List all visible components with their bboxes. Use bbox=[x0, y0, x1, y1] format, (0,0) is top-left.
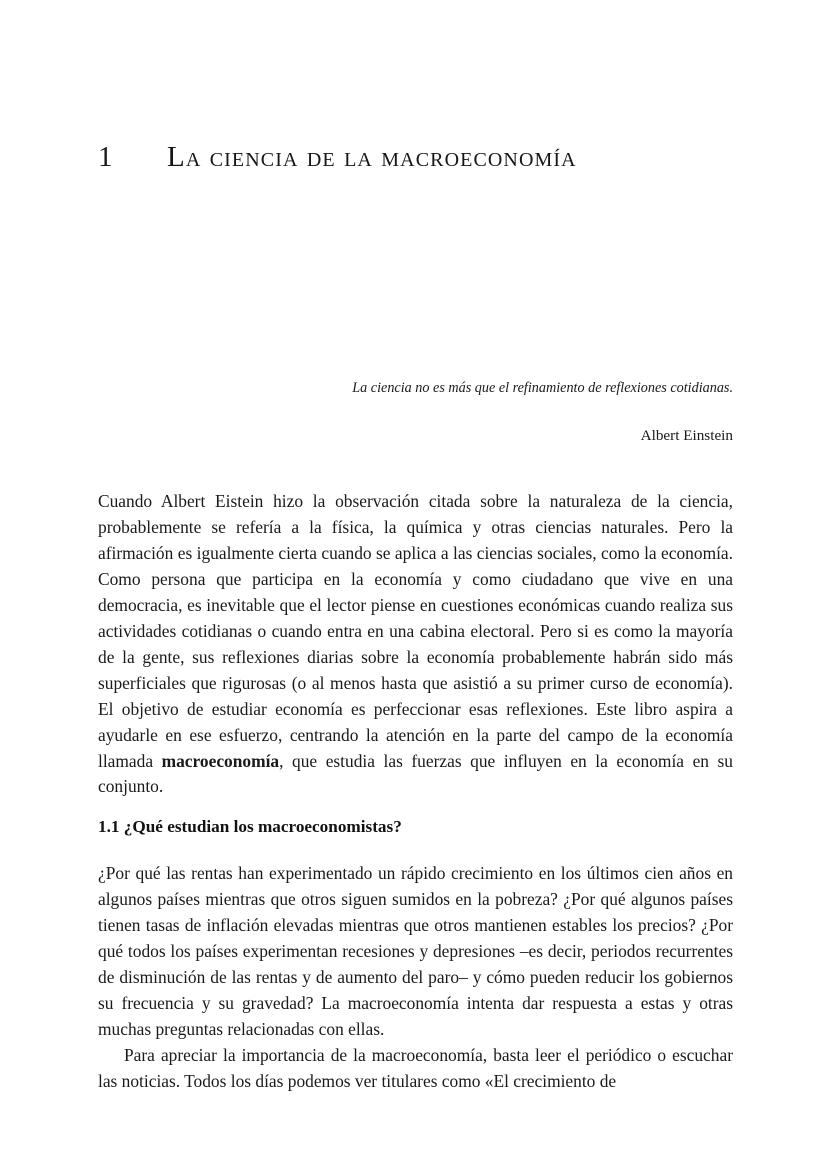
chapter-title: La ciencia de la macroeconomía bbox=[167, 141, 577, 173]
intro-text-before-bold: Cuando Albert Eistein hizo la observación citada sobre la naturaleza de la ciencia, probablemente se refería a la física, la química y otras ciencias naturales. Pero la afirmación es igualmente cierta cuando se aplica a las ciencias sociales, como la economía. Como persona que participa en la economía y como ciudadano que vive en una democracia, es inevitable que el lector piense en cuestiones económicas cuando realiza sus actividades cotidianas o cuando entra en una cabina electoral. Pero si es como la mayoría de la gente, sus reflexiones diarias sobre la economía probablemente habrán sido más superficiales que rigurosas (o al menos hasta que asistió a su primer curso de economía). El objetivo de estudiar economía es perfeccionar esas reflexiones. Este libro aspira a ayudarle en ese esfuerzo, centrando la atención en la parte del campo de la economía llamada bbox=[98, 491, 733, 771]
closing-paragraph: Para apreciar la importancia de la macroeconomía, basta leer el periódico o escuchar las noticias. Todos los días podemos ver titulares como «El crecimiento de bbox=[98, 1044, 733, 1091]
epigraph-attribution: Albert Einstein bbox=[640, 427, 733, 444]
question-paragraph: ¿Por qué las rentas han experimentado un rápido crecimiento en los últimos cien años en algunos países mientras que otros siguen sumidos en la pobreza? ¿Por qué algunos países tienen tasas de inflación elevadas mientras que otros mantienen estables los precios? ¿Por qué todos los países experimentan recesiones y depresiones –es decir, periodos recurrentes de disminución de las rentas y de aumento del paro– y cómo pueden reducir los gobiernos su frecuencia y su gravedad? La macroeconomía intenta dar respuesta a estas y otras muchas preguntas relacionadas con ellas. bbox=[98, 863, 733, 1039]
section-heading-1-1: 1.1 ¿Qué estudian los macroeconomistas? bbox=[98, 817, 402, 836]
chapter-number: 1 bbox=[98, 141, 113, 173]
question-paragraph-group bbox=[98, 861, 733, 1095]
epigraph-quote: La ciencia no es más que el refinamiento de reflexiones cotidianas. bbox=[352, 380, 733, 396]
chapter-heading bbox=[98, 140, 733, 174]
bold-term-macroeconomia: macroeconomía bbox=[161, 750, 280, 771]
intro-paragraph bbox=[98, 489, 733, 800]
paragraph-text bbox=[98, 489, 733, 800]
intro-text-after-bold: , que estudia las fuerzas que influyen en la economía en su conjunto. bbox=[98, 750, 733, 797]
